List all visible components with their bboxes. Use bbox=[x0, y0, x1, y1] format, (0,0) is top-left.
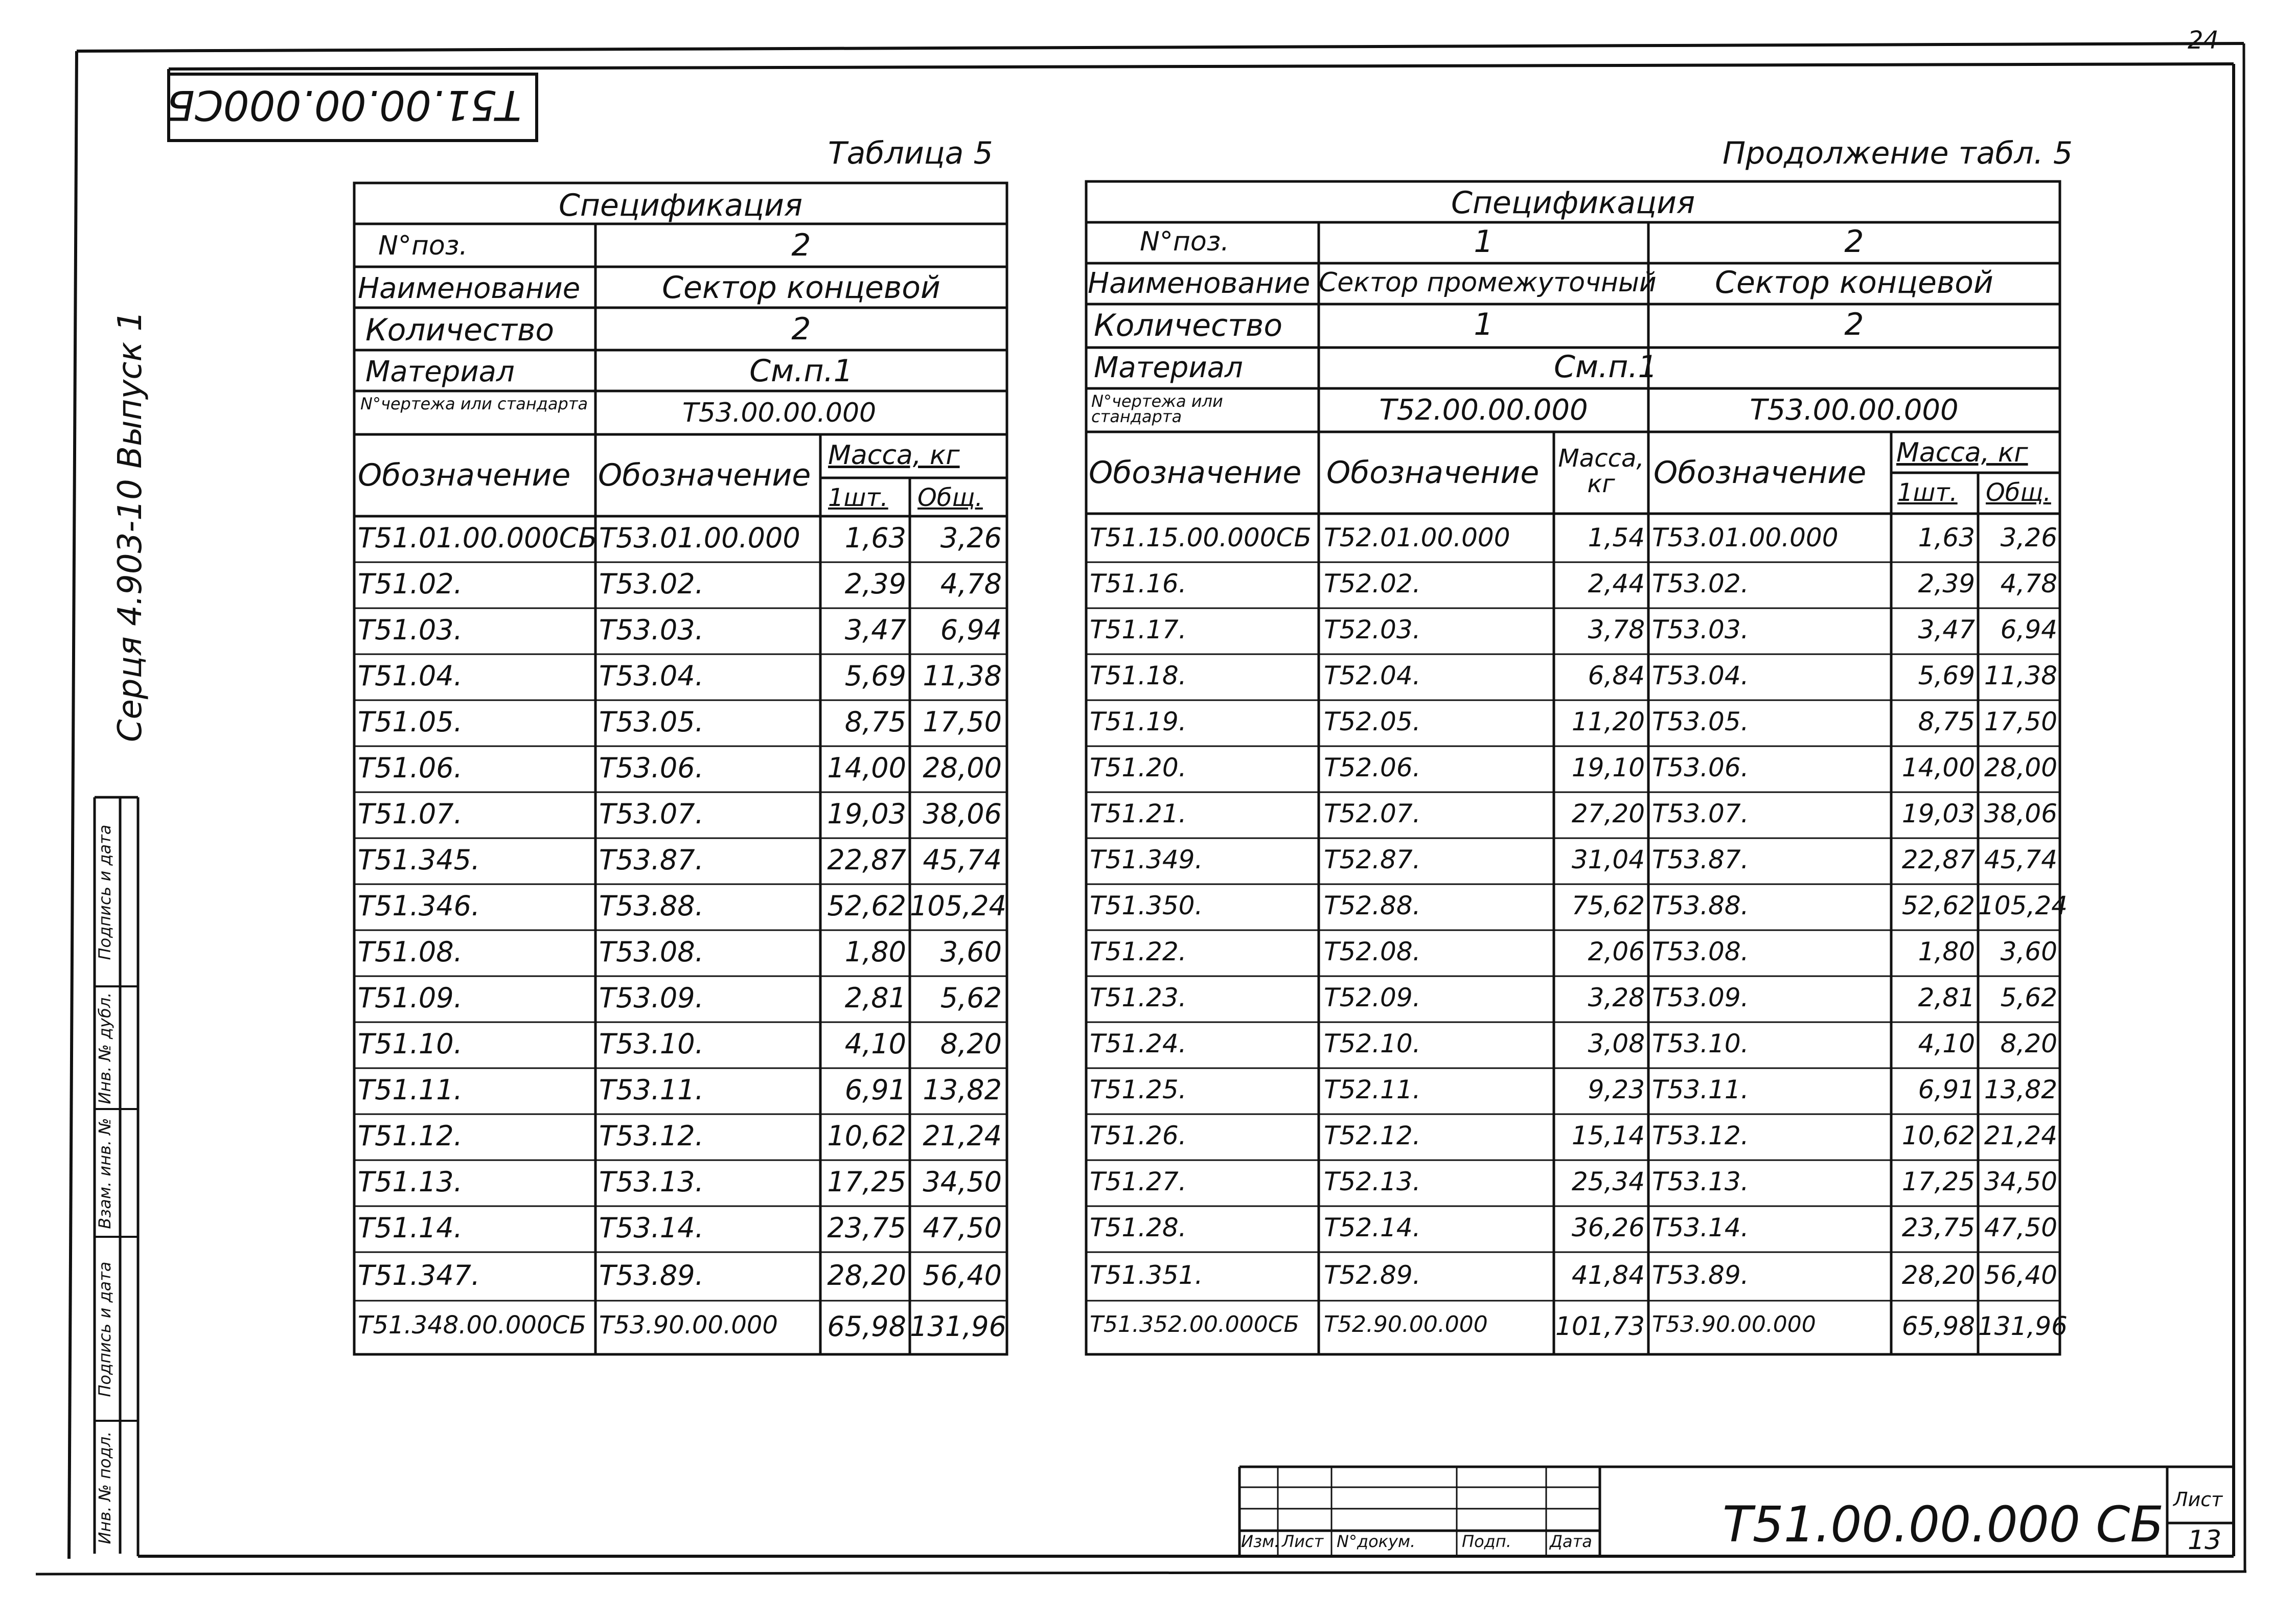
right-row-mass-kg: 6,84 bbox=[1588, 661, 1645, 690]
right-row-designation-1: T51.15.00.000СБ bbox=[1090, 523, 1312, 552]
left-row-designation-2: T53.11. bbox=[599, 1074, 704, 1106]
right-row-mass-1: 8,75 bbox=[1918, 707, 1975, 736]
right-row-mass-1: 3,47 bbox=[1918, 615, 1975, 644]
right-header-mass-1: 1шт. bbox=[1897, 478, 1958, 507]
right-row-mass-kg: 3,08 bbox=[1588, 1029, 1645, 1058]
right-name-2: Сектор концевой bbox=[1715, 265, 1993, 301]
left-header-mass-total: Общ. bbox=[917, 483, 983, 512]
right-row-designation-3: T53.09. bbox=[1652, 983, 1749, 1012]
right-row-mass-total: 3,26 bbox=[2000, 523, 2057, 552]
right-row-mass-1: 6,91 bbox=[1918, 1075, 1975, 1104]
left-row-designation: T51.03. bbox=[358, 614, 463, 646]
right-row-designation-3: T53.10. bbox=[1652, 1029, 1749, 1058]
left-row-mass-total: 34,50 bbox=[923, 1166, 1002, 1198]
right-row-mass-1: 28,20 bbox=[1901, 1260, 1975, 1290]
right-row-mass-total: 6,94 bbox=[2000, 615, 2057, 644]
left-row-designation-2: T53.14. bbox=[599, 1212, 704, 1244]
right-row-mass-1: 52,62 bbox=[1901, 891, 1975, 920]
left-row-designation: T51.14. bbox=[358, 1212, 463, 1244]
right-drawing-1: T52.00.00.000 bbox=[1379, 394, 1588, 427]
left-row-mass-total: 28,00 bbox=[923, 752, 1002, 784]
right-qty-2: 2 bbox=[1844, 307, 1864, 342]
left-row-mass-1: 65,98 bbox=[827, 1310, 906, 1343]
right-row-mass-1: 17,25 bbox=[1901, 1167, 1975, 1196]
left-row-mass-total: 4,78 bbox=[940, 568, 1002, 600]
right-row-mass-kg: 101,73 bbox=[1555, 1311, 1645, 1341]
right-pos-2: 2 bbox=[1844, 224, 1864, 260]
left-row-designation-2: T53.10. bbox=[599, 1028, 704, 1060]
right-row-mass-total: 45,74 bbox=[1984, 845, 2057, 874]
right-row-mass-1: 23,75 bbox=[1901, 1213, 1975, 1242]
tb-sheet-number: 13 bbox=[2188, 1525, 2222, 1556]
tb-label-doc: N°докум. bbox=[1337, 1532, 1416, 1551]
right-row-mass-total: 17,50 bbox=[1984, 707, 2057, 736]
left-row-mass-total: 56,40 bbox=[923, 1259, 1002, 1291]
left-row-mass-1: 1,80 bbox=[844, 936, 906, 968]
left-title: Спецификация bbox=[558, 188, 803, 223]
left-row-mass-total: 11,38 bbox=[923, 660, 1002, 692]
right-row-designation-2: T52.12. bbox=[1324, 1121, 1421, 1150]
left-label-name: Наименование bbox=[358, 272, 581, 305]
right-row-mass-1: 1,63 bbox=[1918, 523, 1975, 552]
left-row-designation: T51.12. bbox=[358, 1120, 463, 1152]
left-row-designation: T51.13. bbox=[358, 1166, 463, 1198]
right-name-1: Сектор промежуточный bbox=[1319, 267, 1657, 298]
left-row-designation-2: T53.01.00.000 bbox=[599, 522, 800, 554]
left-row-mass-total: 47,50 bbox=[923, 1212, 1002, 1244]
left-row-mass-total: 8,20 bbox=[940, 1028, 1002, 1060]
right-row-designation-3: T53.03. bbox=[1652, 615, 1749, 644]
right-row-mass-kg: 2,06 bbox=[1588, 937, 1645, 966]
right-label-material: Материал bbox=[1094, 351, 1243, 384]
right-header-designation-2: Обозначение bbox=[1326, 455, 1540, 491]
right-row-mass-total: 28,00 bbox=[1984, 753, 2057, 782]
right-row-designation-2: T52.03. bbox=[1324, 615, 1421, 644]
left-row-designation-2: T53.06. bbox=[599, 752, 704, 784]
left-pos-value: 2 bbox=[791, 227, 811, 263]
left-row-mass-1: 3,47 bbox=[844, 614, 906, 646]
left-row-mass-1: 14,00 bbox=[827, 752, 906, 784]
right-row-designation-2: T52.07. bbox=[1324, 799, 1421, 828]
right-row-mass-total: 21,24 bbox=[1984, 1121, 2057, 1150]
side-label-sign-2: Подпись и дата bbox=[95, 824, 114, 960]
right-row-designation-3: T53.13. bbox=[1652, 1167, 1749, 1196]
right-row-mass-total: 105,24 bbox=[1978, 891, 2068, 920]
right-row-designation-1: T51.349. bbox=[1090, 845, 1203, 874]
left-row-mass-total: 3,26 bbox=[940, 522, 1002, 554]
right-row-mass-kg: 31,04 bbox=[1571, 845, 1645, 874]
right-row-mass-kg: 36,26 bbox=[1571, 1213, 1645, 1242]
right-row-designation-3: T53.90.00.000 bbox=[1652, 1311, 1816, 1337]
right-row-designation-2: T52.09. bbox=[1324, 983, 1421, 1012]
right-row-designation-1: T51.27. bbox=[1090, 1167, 1187, 1196]
left-row-designation: T51.05. bbox=[358, 706, 463, 738]
right-row-designation-2: T52.08. bbox=[1324, 937, 1421, 966]
left-row-designation-2: T53.09. bbox=[599, 982, 704, 1014]
right-row-mass-kg: 11,20 bbox=[1571, 707, 1645, 736]
page-number: 24 bbox=[2188, 26, 2219, 55]
left-row-mass-1: 52,62 bbox=[827, 890, 906, 922]
right-row-mass-1: 65,98 bbox=[1901, 1311, 1975, 1341]
left-row-mass-1: 1,63 bbox=[844, 522, 906, 554]
right-row-designation-1: T51.21. bbox=[1090, 799, 1187, 828]
right-row-mass-kg: 19,10 bbox=[1571, 753, 1645, 782]
left-row-designation: T51.09. bbox=[358, 982, 463, 1014]
left-row-mass-total: 5,62 bbox=[940, 982, 1002, 1014]
left-row-designation: T51.02. bbox=[358, 568, 463, 600]
right-row-designation-2: T52.02. bbox=[1324, 569, 1421, 598]
right-row-designation-1: T51.352.00.000СБ bbox=[1090, 1311, 1299, 1337]
left-caption: Таблица 5 bbox=[828, 135, 993, 171]
right-caption: Продолжение табл. 5 bbox=[1723, 135, 2073, 171]
right-row-designation-2: T52.11. bbox=[1324, 1075, 1421, 1104]
right-row-mass-kg: 3,78 bbox=[1588, 615, 1645, 644]
right-row-mass-1: 19,03 bbox=[1901, 799, 1975, 828]
left-row-mass-1: 2,81 bbox=[844, 982, 906, 1014]
left-row-designation-2: T53.88. bbox=[599, 890, 704, 922]
right-row-designation-3: T53.14. bbox=[1652, 1213, 1749, 1242]
right-row-mass-1: 4,10 bbox=[1918, 1029, 1975, 1058]
right-row-designation-1: T51.22. bbox=[1090, 937, 1187, 966]
right-title: Спецификация bbox=[1451, 185, 1695, 221]
right-row-mass-total: 56,40 bbox=[1984, 1260, 2057, 1290]
right-drawing-2: T53.00.00.000 bbox=[1750, 394, 1959, 427]
left-row-designation: T51.346. bbox=[358, 890, 480, 922]
left-label-material: Материал bbox=[365, 355, 515, 388]
left-row-mass-1: 8,75 bbox=[844, 706, 906, 738]
left-row-designation: T51.04. bbox=[358, 660, 463, 692]
right-row-designation-1: T51.20. bbox=[1090, 753, 1187, 782]
left-drawing-value: T53.00.00.000 bbox=[682, 398, 877, 428]
right-label-qty: Количество bbox=[1094, 308, 1283, 343]
right-row-designation-2: T52.01.00.000 bbox=[1324, 523, 1510, 552]
right-row-designation-1: T51.17. bbox=[1090, 615, 1187, 644]
right-row-designation-2: T52.87. bbox=[1324, 845, 1421, 874]
series-label: Серця 4.903-10 Выпуск 1 bbox=[111, 310, 149, 742]
left-row-mass-1: 22,87 bbox=[827, 844, 906, 876]
side-label-dubl: Инв. № дубл. bbox=[95, 992, 114, 1104]
right-row-mass-kg: 27,20 bbox=[1571, 799, 1645, 828]
right-row-mass-1: 1,80 bbox=[1918, 937, 1975, 966]
right-header-designation-3: Обозначение bbox=[1654, 455, 1867, 491]
left-header-designation: Обозначение bbox=[358, 457, 571, 493]
left-row-mass-1: 28,20 bbox=[827, 1259, 906, 1291]
right-row-designation-1: T51.26. bbox=[1090, 1121, 1187, 1150]
right-row-mass-kg: 75,62 bbox=[1571, 891, 1645, 920]
left-row-designation-2: T53.89. bbox=[599, 1259, 704, 1291]
right-header-designation: Обозначение bbox=[1089, 455, 1302, 491]
right-label-pos: N°поз. bbox=[1140, 226, 1229, 257]
tb-sheet-label: Лист bbox=[2173, 1488, 2223, 1511]
right-row-designation-1: T51.18. bbox=[1090, 661, 1187, 690]
right-row-mass-total: 11,38 bbox=[1984, 661, 2057, 690]
right-row-designation-1: T51.351. bbox=[1090, 1260, 1203, 1290]
left-name-value: Сектор концевой bbox=[662, 270, 940, 306]
right-row-designation-3: T53.05. bbox=[1652, 707, 1749, 736]
left-row-designation-2: T53.13. bbox=[599, 1166, 704, 1198]
right-row-designation-1: T51.16. bbox=[1090, 569, 1187, 598]
right-row-designation-2: T52.05. bbox=[1324, 707, 1421, 736]
left-row-mass-1: 2,39 bbox=[844, 568, 906, 600]
right-row-mass-kg: 1,54 bbox=[1588, 523, 1645, 552]
right-row-designation-3: T53.02. bbox=[1652, 569, 1749, 598]
left-row-mass-total: 17,50 bbox=[923, 706, 1002, 738]
left-qty-value: 2 bbox=[791, 311, 811, 347]
right-row-mass-total: 5,62 bbox=[2000, 983, 2057, 1012]
right-row-mass-1: 5,69 bbox=[1918, 661, 1975, 690]
right-pos-1: 1 bbox=[1474, 224, 1494, 260]
left-row-mass-1: 19,03 bbox=[827, 798, 906, 830]
left-row-mass-total: 131,96 bbox=[910, 1310, 1006, 1343]
left-row-designation-2: T53.04. bbox=[599, 660, 704, 692]
right-row-designation-3: T53.08. bbox=[1652, 937, 1749, 966]
right-header-mass-kg: Масса, кг bbox=[1558, 444, 1644, 499]
left-label-pos: N°поз. bbox=[378, 230, 468, 261]
left-row-designation: T51.08. bbox=[358, 936, 463, 968]
right-header-mass-total: Общ. bbox=[1986, 478, 2051, 507]
left-row-mass-1: 5,69 bbox=[844, 660, 906, 692]
left-row-mass-total: 13,82 bbox=[923, 1074, 1002, 1106]
right-row-designation-3: T53.04. bbox=[1652, 661, 1749, 690]
right-row-mass-1: 2,39 bbox=[1918, 569, 1975, 598]
left-row-mass-1: 4,10 bbox=[844, 1028, 906, 1060]
right-row-designation-1: T51.24. bbox=[1090, 1029, 1187, 1058]
right-row-designation-1: T51.28. bbox=[1090, 1213, 1187, 1242]
right-row-mass-kg: 15,14 bbox=[1571, 1121, 1645, 1150]
right-row-mass-1: 2,81 bbox=[1918, 983, 1975, 1012]
left-row-designation: T51.347. bbox=[358, 1259, 480, 1291]
right-row-designation-2: T52.88. bbox=[1324, 891, 1421, 920]
left-label-qty: Количество bbox=[365, 312, 555, 348]
right-row-designation-2: T52.90.00.000 bbox=[1324, 1311, 1488, 1337]
left-row-mass-total: 45,74 bbox=[923, 844, 1002, 876]
right-row-mass-total: 8,20 bbox=[2000, 1029, 2057, 1058]
right-row-mass-total: 3,60 bbox=[2000, 937, 2057, 966]
tb-label-date: Дата bbox=[1550, 1532, 1592, 1551]
side-label-sign-1: Подпись и дата bbox=[95, 1261, 114, 1397]
right-row-mass-kg: 25,34 bbox=[1571, 1167, 1645, 1196]
left-row-designation: T51.11. bbox=[358, 1074, 463, 1106]
left-row-designation-2: T53.02. bbox=[599, 568, 704, 600]
tb-label-sign: Подп. bbox=[1462, 1532, 1511, 1551]
right-row-mass-kg: 3,28 bbox=[1588, 983, 1645, 1012]
left-row-mass-total: 6,94 bbox=[940, 614, 1002, 646]
right-row-designation-3: T53.12. bbox=[1652, 1121, 1749, 1150]
right-row-designation-2: T52.14. bbox=[1324, 1213, 1421, 1242]
right-label-name: Наименование bbox=[1088, 267, 1311, 300]
right-row-designation-3: T53.87. bbox=[1652, 845, 1749, 874]
right-material-value: См.п.1 bbox=[1554, 349, 1658, 385]
left-row-designation: T51.348.00.000СБ bbox=[358, 1310, 586, 1340]
right-row-mass-total: 47,50 bbox=[1984, 1213, 2057, 1242]
left-header-mass: Масса, кг bbox=[828, 440, 960, 471]
right-row-mass-total: 34,50 bbox=[1984, 1167, 2057, 1196]
right-header-mass: Масса, кг bbox=[1896, 437, 2028, 468]
left-row-mass-total: 38,06 bbox=[923, 798, 1002, 830]
left-row-designation-2: T53.90.00.000 bbox=[599, 1310, 778, 1340]
stamp-code: T51.00.00.000СБ bbox=[167, 81, 521, 129]
left-label-drawing: N°чертежа или стандарта bbox=[360, 394, 588, 413]
right-row-designation-2: T52.89. bbox=[1324, 1260, 1421, 1290]
left-row-mass-total: 21,24 bbox=[923, 1120, 1002, 1152]
right-row-mass-kg: 9,23 bbox=[1588, 1075, 1645, 1104]
right-row-designation-3: T53.06. bbox=[1652, 753, 1749, 782]
left-row-designation-2: T53.07. bbox=[599, 798, 704, 830]
right-row-designation-3: T53.07. bbox=[1652, 799, 1749, 828]
right-row-designation-2: T52.04. bbox=[1324, 661, 1421, 690]
left-row-designation-2: T53.05. bbox=[599, 706, 704, 738]
left-header-designation-2: Обозначение bbox=[598, 457, 811, 493]
right-row-designation-1: T51.19. bbox=[1090, 707, 1187, 736]
right-row-mass-total: 13,82 bbox=[1984, 1075, 2057, 1104]
tb-label-list: Лист bbox=[1282, 1532, 1324, 1551]
right-row-mass-total: 4,78 bbox=[2000, 569, 2057, 598]
left-row-mass-1: 23,75 bbox=[827, 1212, 906, 1244]
side-label-inv: Инв. № подл. bbox=[95, 1431, 114, 1544]
left-row-designation: T51.345. bbox=[358, 844, 480, 876]
right-row-mass-1: 14,00 bbox=[1901, 753, 1975, 782]
left-row-mass-1: 6,91 bbox=[844, 1074, 906, 1106]
left-row-mass-total: 3,60 bbox=[940, 936, 1002, 968]
right-row-designation-2: T52.10. bbox=[1324, 1029, 1421, 1058]
left-row-designation: T51.06. bbox=[358, 752, 463, 784]
left-row-designation-2: T53.12. bbox=[599, 1120, 704, 1152]
left-header-mass-1: 1шт. bbox=[828, 483, 888, 512]
right-row-designation-2: T52.06. bbox=[1324, 753, 1421, 782]
tb-code: T51.00.00.000 СБ bbox=[1723, 1496, 2164, 1553]
right-row-designation-3: T53.88. bbox=[1652, 891, 1749, 920]
right-row-mass-total: 38,06 bbox=[1984, 799, 2057, 828]
right-row-designation-3: T53.11. bbox=[1652, 1075, 1749, 1104]
right-row-designation-1: T51.25. bbox=[1090, 1075, 1187, 1104]
left-row-designation: T51.10. bbox=[358, 1028, 463, 1060]
left-row-mass-1: 10,62 bbox=[827, 1120, 906, 1152]
right-row-mass-kg: 2,44 bbox=[1588, 569, 1645, 598]
left-row-designation-2: T53.08. bbox=[599, 936, 704, 968]
side-label-vzam: Взам. инв. № bbox=[95, 1118, 114, 1229]
right-row-mass-kg: 41,84 bbox=[1571, 1260, 1645, 1290]
left-row-designation: T51.01.00.000СБ bbox=[358, 522, 598, 554]
right-row-designation-1: T51.350. bbox=[1090, 891, 1203, 920]
left-row-mass-total: 105,24 bbox=[910, 890, 1006, 922]
left-row-mass-1: 17,25 bbox=[827, 1166, 906, 1198]
right-row-mass-1: 22,87 bbox=[1901, 845, 1975, 874]
right-row-designation-3: T53.01.00.000 bbox=[1652, 523, 1839, 552]
left-row-designation-2: T53.87. bbox=[599, 844, 704, 876]
right-label-drawing: N°чертежа или стандарта bbox=[1091, 391, 1223, 427]
right-row-mass-total: 131,96 bbox=[1978, 1311, 2068, 1341]
right-row-designation-3: T53.89. bbox=[1652, 1260, 1749, 1290]
right-row-designation-2: T52.13. bbox=[1324, 1167, 1421, 1196]
left-row-designation-2: T53.03. bbox=[599, 614, 704, 646]
tb-label-izm: Изм. bbox=[1241, 1532, 1280, 1551]
left-material-value: См.п.1 bbox=[749, 353, 853, 389]
right-row-mass-1: 10,62 bbox=[1901, 1121, 1975, 1150]
left-row-designation: T51.07. bbox=[358, 798, 463, 830]
right-row-designation-1: T51.23. bbox=[1090, 983, 1187, 1012]
right-qty-1: 1 bbox=[1474, 307, 1494, 342]
